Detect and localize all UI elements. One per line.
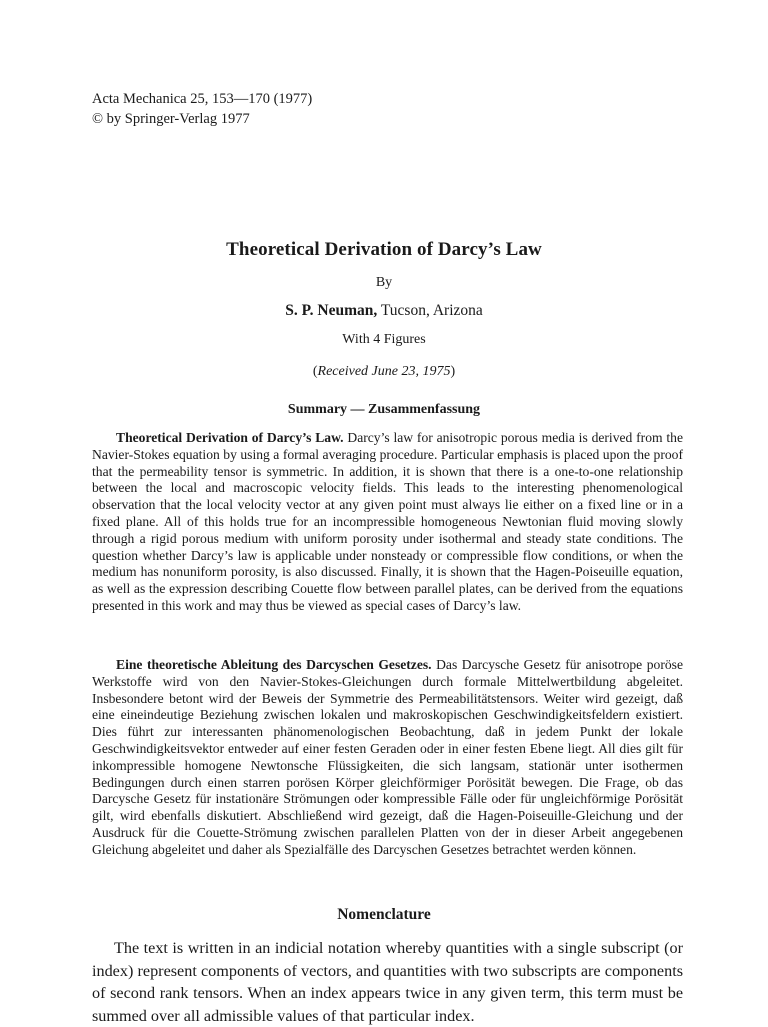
german-abstract: [92, 657, 683, 859]
article-title: Theoretical Derivation of Darcy’s Law: [226, 239, 542, 260]
summary-heading: Summary — Zusammenfassung: [287, 402, 481, 417]
german-abstract-body: Das Darcysche Gesetz für anisotrope poröse Werkstoffe wird von den Navier-Stokes-Gleichungen durch formale Mittelwertbildung abgeleitet. Insbesondere betont wird der Beweis der Symmetrie des Permeabilitätstensors. Weiter wird gezeigt, daß eine eineindeutige Beziehung zwischen lokalen und makroskopischen Geschwindigkeitsfeldern existiert. Dies führt zur interessanten phänomenologischen Beobachtung, daß in jedem Punkt der lokale Geschwindigkeitsvektor entweder auf einer festen Geraden oder in einer festen Ebene liegt. All dies gilt für inkompressible homogene Newtonsche Flüssigkeiten, die sich langsam, stationär unter isothermen Bedingungen durch einen starren porösen Körper gleichförmiger Porösität bewegen. Die Frage, ob das Darcysche Gesetz für instationäre Strömungen oder kompressible Fälle oder für ungleichförmige Porösität gilt, wird ebenfalls diskutiert. Abschließend wird gezeigt, daß die Hagen-Poiseuille-Gleichung und der Ausdruck für die Couette-Strömung zwischen parallelen Platten von der in dieser Arbeit angegebenen Gleichung abgeleitet und daher als Spezialfälle des Darcyschen Gesetzes betrachtet werden können.: [92, 657, 683, 857]
copyright-line: © by Springer-Verlag 1977: [92, 111, 250, 127]
received-close-paren: ): [450, 364, 456, 379]
nomenclature-paragraph: [92, 937, 683, 1027]
journal-line: Acta Mechanica 25, 153—170 (1977): [92, 91, 313, 107]
received-date: [0, 364, 768, 380]
english-abstract-body: Darcy’s law for anisotropic porous media is derived from the Navier-Stokes equation by using a formal averaging procedure. Particular emphasis is placed upon the proof that the permeability tensor is symmetric. In addition, it is shown that there is a one-to-one relationship between the local and macroscopic velocity fields. This leads to the interesting phenomenological observation that the local velocity vector at any given point must always lie either on a fixed line or in a fixed plane. All of this holds true for an incompressible homogeneous Newtonian fluid moving slowly through a rigid porous medium with uniform porosity under isothermal and steady state conditions. The question whether Darcy’s law is applicable under nonsteady or compressible flow conditions, or when the medium has nonuniform porosity, is also discussed. Finally, it is shown that the Hagen-Poiseuille equation, as well as the expression describing Couette flow between parallel plates, can be derived from the equations presented in this work and may thus be viewed as special cases of Darcy’s law.: [92, 430, 683, 613]
author-location: Tucson, Arizona: [377, 302, 483, 319]
figures-note: With 4 Figures: [342, 332, 426, 347]
journal-citation: [92, 89, 312, 129]
received-text: Received June 23, 1975: [317, 364, 451, 379]
nomenclature-text: The text is written in an indicial notation whereby quantities with a single subscript (or index) represent components of vectors, and quantities with two subscripts are components of second rank tensors. When an index appears twice in any given term, this term must be summed over all admissible values of that particular index.: [92, 939, 683, 1025]
english-abstract-title: Theoretical Derivation of Darcy’s Law.: [116, 430, 344, 445]
author-name: S. P. Neuman,: [285, 302, 378, 319]
byline-label: By: [375, 275, 393, 290]
received-open-paren: (: [312, 364, 318, 379]
author-line: [0, 302, 768, 320]
english-abstract: [92, 430, 683, 615]
german-abstract-title: Eine theoretische Ableitung des Darcyschen Gesetzes.: [116, 657, 432, 672]
nomenclature-heading: Nomenclature: [337, 906, 431, 923]
